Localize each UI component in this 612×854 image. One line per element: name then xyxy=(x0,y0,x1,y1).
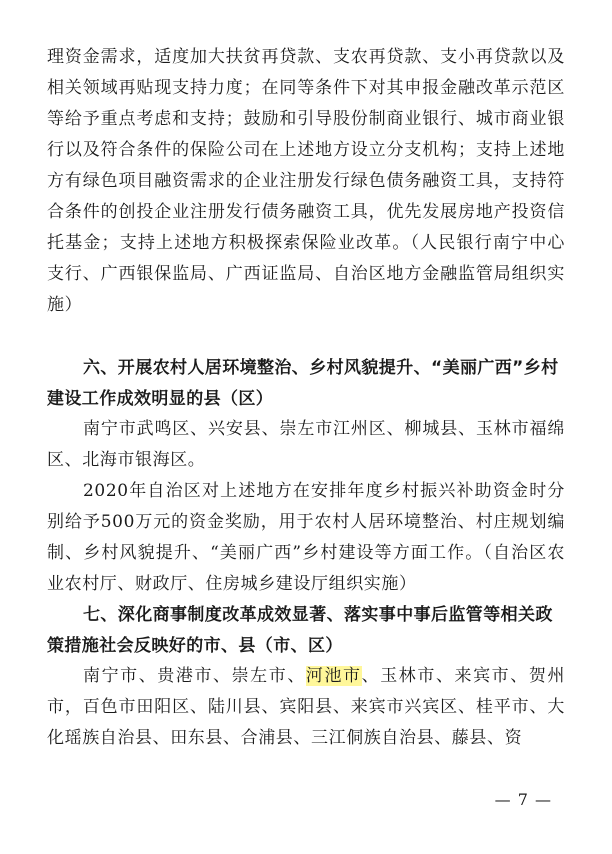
paragraph-financial-support: 理资金需求，适度加大扶贫再贷款、支农再贷款、支小再贷款以及相关领域再贴现支持力度；在同等条件下对其申报金融改革示范区等给予重点考虑和支持；鼓励和引导股份制商业银行、城市商业银行以及符合条件的保险公司在上述地方设立分支机构；支持上述地方有绿色项目融资需求的企业注册发行绿色债务融资工具，支持符合条件的创投企业注册发行债务融资工具，优先发展房地产投资信托基金；支持上述地方积极探索保险业改革。（人民银行南宁中心支行、广西银保监局、广西证监局、自治区地方金融监管局组织实施） xyxy=(47,47,565,315)
section-heading-six: 六、开展农村人居环境整治、乡村风貌提升、“美丽广西”乡村建设工作成效明显的县（区） xyxy=(47,358,559,409)
city-list-text-rest: 、玉林市、来宾市、贺州市，百色市田阳区、陆川县、宾阳县、来宾市兴宾区、桂平市、大化瑶族自治县、田东县、合浦县、三江侗族自治县、藤县、资 xyxy=(47,666,565,748)
paragraph-city-list-seven xyxy=(47,661,565,754)
paragraph-reward-six: 2020年自治区对上述地方在安排年度乡村振兴补助资金时分别给予500万元的资金奖励，用于农村人居环境整治、村庄规划编制、乡村风貌提升、“美丽广西”乡村建设等方面工作。（自治区农业农村厅、财政厅、住房城乡建设厅组织实施） xyxy=(47,481,565,594)
paragraph-county-list-six: 南宁市武鸣区、兴安县、崇左市江州区、柳城县、玉林市福绵区、北海市银海区。 xyxy=(47,419,565,470)
highlighted-city: 河池市 xyxy=(305,666,362,686)
page-number: — 7 — xyxy=(494,790,552,809)
city-list-text-start: 南宁市、贵港市、崇左市、 xyxy=(83,666,306,686)
section-heading-seven: 七、深化商事制度改革成效显著、落实事中事后监管等相关政策措施社会反映好的市、县（市、区） xyxy=(47,605,553,656)
